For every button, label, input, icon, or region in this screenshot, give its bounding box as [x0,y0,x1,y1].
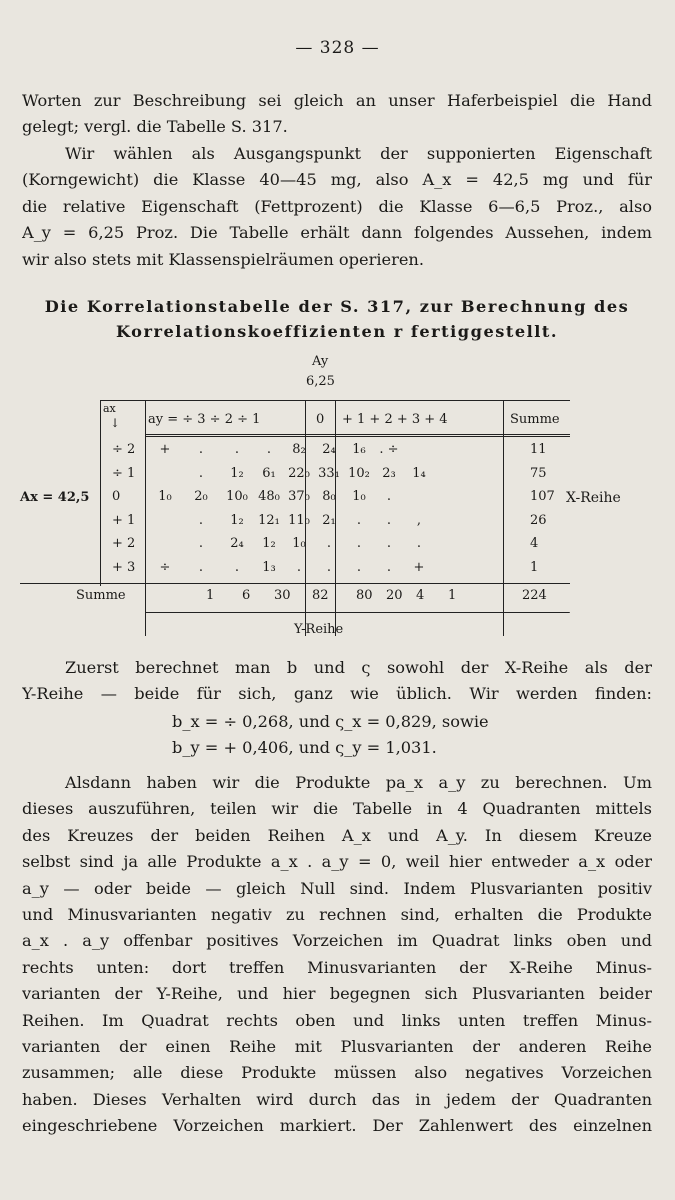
y-brace [145,612,570,613]
table-cell: 1₂ [230,512,244,528]
table-cell: 1₃ [262,559,276,575]
ay-label: Ay [312,354,329,369]
y-reihe-label: Y-Reihe [294,622,344,637]
table-cell: . [386,512,392,528]
total-sum: 224 [522,588,547,603]
table-cell: 1₀ [352,489,366,504]
ax-value: + 3 [112,559,136,575]
text-line: des Kreuzes der beiden Reihen A_x und A_y. In diesem Kreuze [22,825,652,845]
summe-row-label: Summe [76,588,126,603]
column-sum: 20 [386,588,403,603]
table-cell: 48₀ [258,489,280,504]
ay-header-plus: + 1 + 2 + 3 + 4 [342,412,448,427]
ax-value: 0 [112,489,121,504]
paragraph-3 [22,655,652,708]
column-sum: 80 [356,588,373,603]
text-line: Wir wählen als Ausgangspunkt der supponierten Eigenschaft [65,144,652,163]
table-cell: 11₀ [288,512,310,528]
table-cell: 8₂ [292,442,306,457]
column-sum: 1 [448,588,457,603]
table-cell: 2₄ [322,442,336,457]
text-line: gelegt; vergl. die Tabelle S. 317. [22,117,288,137]
table-cell: . [234,442,240,457]
table-cell: 8₀ [322,489,336,504]
text-line: A_y = 6,25 Proz. Die Tabelle erhält dann folgendes Aussehen, indem [22,223,652,243]
row-sum: 26 [530,512,547,528]
text-line: rechts unten: dort treffen Minusvarianten der X-Reihe Minus- [22,957,652,977]
table-cell: . [386,536,392,551]
table-cell: 2₄ [230,536,244,551]
formula-y: b_y = + 0,406, und ς_y = 1,031. [172,738,437,757]
column-sum: 30 [274,588,291,603]
table-cell: . ÷ [379,442,399,457]
table-cell: . [356,536,362,551]
caption-line: Korrelationskoeffizienten r fertiggestellt. [115,322,559,341]
text-line: (Korngewicht) die Klasse 40—45 mg, also A_x = 42,5 mg und für [22,170,652,190]
text-line: die relative Eigenschaft (Fettprozent) die Klasse 6—6,5 Proz., also [22,196,652,216]
formula-x: b_x = ÷ 0,268, und ς_x = 0,829, sowie [172,712,489,731]
table-cell: + [159,442,171,457]
table-cell: + [413,559,425,575]
text-line: wir also stets mit Klassenspielräumen operieren. [22,249,425,269]
ax-value: ÷ 2 [112,442,136,457]
table-cell: . [198,536,204,551]
table-cell: , [416,512,422,528]
table-cell: 12₁ [258,512,280,528]
ay-header-minus: ay = ÷ 3 ÷ 2 ÷ 1 [148,412,261,427]
text-line: haben. Dieses Verhalten wird durch das in jedem der Quadranten [22,1089,652,1109]
text-line: selbst sind ja alle Produkte a_x . a_y = 0, weil hier entweder a_x oder [22,852,652,872]
row-sum: 11 [530,442,547,457]
table-cell: 33₁ [318,465,340,481]
ay-value: 6,25 [306,374,335,389]
ay-header-zero: 0 [316,412,325,427]
text-line: Reihen. Im Quadrat rechts oben und links unten treffen Minus- [22,1010,652,1030]
x-reihe-label: X-Reihe [566,490,621,506]
summe-header: Summe [510,412,560,427]
table-cell: 1₆ [352,442,366,457]
table-cell: . [386,489,392,504]
table-cell: ÷ [159,559,171,575]
ax-value: + 2 [112,536,136,551]
table-cell: 37₀ [288,489,310,504]
ax-corner: ax [103,402,116,415]
table-cell: 1₀ [158,489,172,504]
table-cell: . [198,512,204,528]
table-cell: 2₀ [194,489,208,504]
column-sum: 4 [416,588,425,603]
table-cell: . [296,559,302,575]
text-line: a_y — oder beide — gleich Null sind. Indem Plusvarianten positiv [22,878,652,898]
rule [100,400,101,586]
header-rule [145,436,570,437]
text-line: Zuerst berechnet man b und ς sowohl der X-Reihe als der [65,658,652,677]
table-cell: 1₄ [412,465,426,481]
text-line: Alsdann haben wir die Produkte pa_x a_y zu berechnen. Um [65,773,652,792]
table-cell: 1₂ [262,536,276,551]
page-number: — 328 — [295,38,380,58]
table-caption [22,294,652,344]
text-line: Y-Reihe — beide für sich, ganz wie üblich. Wir werden finden: [22,684,652,704]
text-line: dieses auszuführen, teilen wir die Tabelle in 4 Quadranten mittels [22,799,652,819]
text-line: und Minusvarianten negativ zu rechnen sind, erhalten die Produkte [22,905,652,925]
row-sum: 107 [530,489,555,504]
table-cell: . [416,536,422,551]
text-line: a_x . a_y offenbar positives Vorzeichen im Quadrat links oben und [22,931,652,951]
column-sum: 6 [242,588,251,603]
table-cell: 1₂ [230,465,244,481]
table-cell: 10₀ [226,489,248,504]
table-cell: 2₁ [322,512,336,528]
header-rule [145,434,570,435]
table-cell: 22₀ [288,465,310,481]
table-cell: . [356,512,362,528]
paragraph-1 [22,88,652,141]
row-sum: 75 [530,465,547,481]
table-cell: 1₀ [292,536,306,551]
column-sum: 1 [206,588,215,603]
paragraph-4 [22,770,652,1140]
table-cell: . [234,559,240,575]
correlation-table [0,350,675,650]
table-cell: . [386,559,392,575]
table-cell: . [356,559,362,575]
text-line: varianten der einen Reihe mit Plusvarianten der anderen Reihe [22,1037,652,1057]
table-cell: . [198,465,204,481]
table-cell: . [266,442,272,457]
table-cell: 2₃ [382,465,396,481]
text-line: eingeschriebene Vorzeichen markiert. Der Zahlenwert des einzelnen [22,1116,652,1136]
table-cell: . [198,559,204,575]
row-sum: 1 [530,559,539,575]
table-cell: . [326,559,332,575]
ax-row-label: Ax = 42,5 [20,490,90,505]
ax-value: ÷ 1 [112,465,136,481]
table-cell: 10₂ [348,465,370,481]
caption-line: Die Korrelationstabelle der S. 317, zur Berechnung des [44,297,630,316]
row-sum: 4 [530,536,539,551]
table-cell: 6₁ [262,465,276,481]
paragraph-2 [22,141,652,273]
table-cell: . [198,442,204,457]
text-line: zusammen; alle diese Produkte müssen also negatives Vorzeichen [22,1063,652,1083]
ax-value: + 1 [112,512,136,528]
text-line: varianten der Y-Reihe, und hier begegnen sich Plusvarianten beider [22,984,652,1004]
column-sum: 82 [312,588,329,603]
text-line: Worten zur Beschreibung sei gleich an unser Haferbeispiel die Hand [22,91,652,110]
sum-rule [20,583,570,584]
arrow-down-icon: ↓ [110,416,121,430]
table-cell: . [326,536,332,551]
